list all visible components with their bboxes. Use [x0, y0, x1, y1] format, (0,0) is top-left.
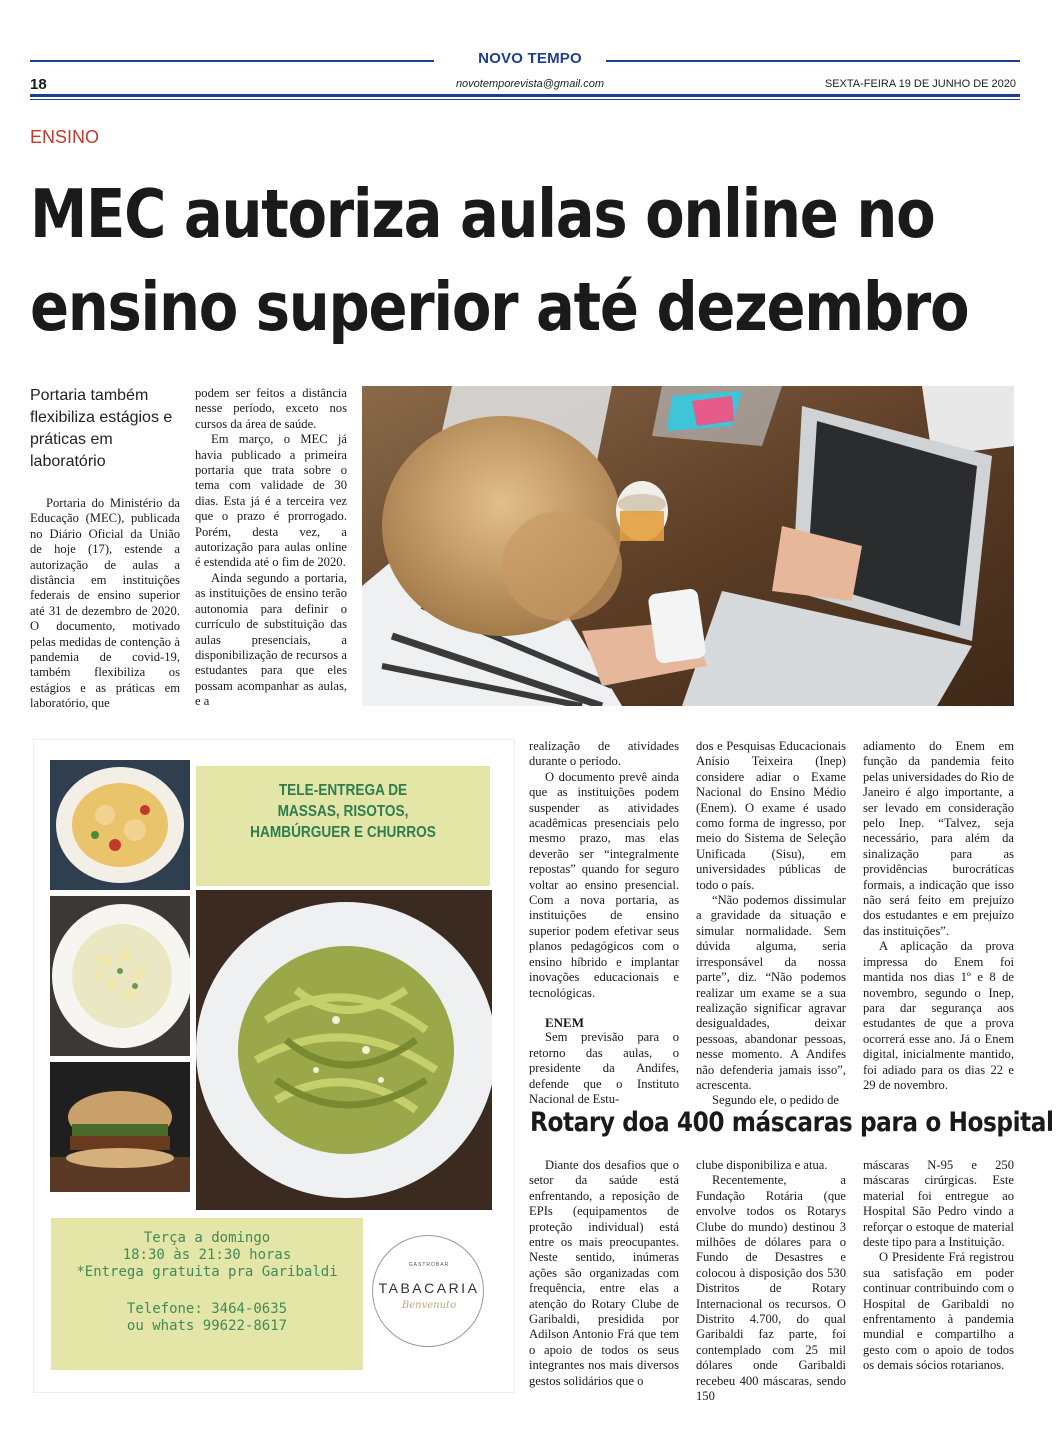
article-column-2 [195, 386, 347, 710]
article-column-4 [696, 739, 846, 1109]
article-paragraph: O documento prevê ainda que as instituições podem suspender as atividades acadêmicas presenciais pelo mesmo prazo, mas elas deverão ser “integralmente repostas” quando for seguro voltar ao ensino presencial. Com a nova portaria, as instituições de ensino superior podem efetivar seus planos pedagógicos com o ensino híbrido e implantar inovações educacionais e tecnológicas. [529, 769, 679, 1000]
article-paragraph: Segundo ele, o pedido de [712, 1093, 839, 1108]
ad-title-line-1: TELE-ENTREGA DE [278, 782, 408, 799]
article-paragraph: Recentemente, a Fundação Rotária (que envolve todos os Rotarys Clube do mundo) destinou 3 milhões de dólares para o Fundo de Desastres e colocou à disposição dos 530 Distritos de Rotary Internacional os recursos. O Distrito 4.700, do qual Garibaldi faz parte, foi contemplado com 25 mil dólares onde Garibaldi recebeu 400 máscaras, sendo 150 [696, 1173, 846, 1404]
ad-title [214, 780, 473, 843]
article-paragraph: O Presidente Frá registrou sua satisfação em poder continuar contribuindo com o Hospital de Garibaldi no enfrentamento à pandemia mundial e compartilho a gesto com o apoio de todos os demais sócios rotarianos. [863, 1250, 1014, 1373]
subsection-heading: ENEM [545, 1014, 584, 1030]
ad-hours-line-1: Terça a domingo [143, 1230, 271, 1246]
article-paragraph: realização de atividades durante o período. [529, 739, 679, 769]
logo-subtitle: GASTROBAR [408, 1262, 450, 1268]
ad-hours [51, 1230, 363, 1281]
tabacaria-logo [372, 1235, 484, 1347]
article-paragraph: Ainda segundo a portaria, as instituições de ensino terão autonomia para definir o currículo de substituição das aulas presenciais, a disponibilização de recursos a estudantes para que eles possam acompanhar as aulas, e a [195, 570, 347, 709]
ad-hours-line-3: *Entrega gratuita pra Garibaldi [76, 1264, 338, 1280]
article-paragraph: clube disponibiliza e atua. [696, 1158, 828, 1172]
ad-phone: Telefone: 3464-0635 [126, 1301, 288, 1317]
article-photo [362, 386, 1014, 706]
article-paragraph: Portaria do Ministério da Educação (MEC), publicada no Diário Oficial da União de hoje (17), estende a autorização de aulas a distância em instituições federais de ensino superior até 31 de dezembro de 2020. O documento, motivado pelas medidas de contenção à pandemia de covid-19, também flexibiliza os estágios e as práticas em laboratório, que [30, 496, 180, 711]
ad-title-line-3: HAMBÚRGUER E CHURROS [250, 824, 436, 841]
rotary-headline: Rotary doa 400 máscaras para o Hospital [530, 1107, 1054, 1138]
ad-hours-line-2: 18:30 às 21:30 horas [122, 1247, 292, 1263]
article-column-5 [863, 739, 1014, 1093]
article-paragraph: A aplicação da prova impressa do Enem foi mantida nos dias 1º e 8 de novembro, segundo o Inep, para dar segurança aos estudantes de que a prova ocorrerá esse ano. Já o Enem digital, inicialmente mantido, foi adiado para os dias 22 e 29 de novembro. [863, 939, 1014, 1092]
article-paragraph: máscaras N-95 e 250 máscaras cirúrgicas. Este material foi entregue ao Hospital São Pedro vindo a reforçar o estoque de material deste tipo para a Instituição. [863, 1158, 1014, 1250]
headline [30, 168, 969, 354]
rotary-column-1 [529, 1158, 679, 1389]
masthead-rule-left [30, 60, 434, 62]
headline-line-1: MEC autoriza aulas online no [30, 175, 935, 253]
masthead-rule-right [606, 60, 1020, 62]
article-column-3 [529, 739, 679, 1107]
rotary-column-2 [696, 1158, 846, 1405]
issue-date: SEXTA-FEIRA 19 DE JUNHO DE 2020 [824, 78, 1016, 90]
rotary-column-3 [863, 1158, 1014, 1374]
header-rule-thin [30, 99, 1020, 100]
header-rule [30, 94, 1020, 97]
laptop-photo-illustration [362, 386, 1014, 706]
masthead-email: novotemporevista@gmail.com [455, 78, 605, 90]
article-paragraph: podem ser feitos a distância nesse período, exceto nos cursos da área de saúde. [195, 386, 347, 431]
page-number: 18 [30, 76, 47, 93]
ad-title-line-2: MASSAS, RISOTOS, [277, 803, 409, 820]
section-label: ENSINO [30, 127, 100, 147]
logo-script: Benvenuto [401, 1300, 457, 1311]
article-paragraph: Sem previsão para o retorno das aulas, o presidente da Andifes, defende que o Instituto Nacional de Estu- [529, 1030, 679, 1106]
article-paragraph: dos e Pesquisas Educacionais Anísio Teixeira (Inep) considere adiar o Exame Nacional do Ensino Médio (Enem). O exame é usado como forma de ingresso, por meio do Sistema de Seleção Unificada (Sisu), em universidades públicas de todo o país. [696, 739, 846, 892]
article-paragraph: “Não podemos dissimular a gravidade da situação e simular normalidade. Sem dúvida alguma, seria irresponsável da nossa parte”, diz. “Não podemos realizar um exame se a sua realização significar agravar desigualdades, deixar pessoas, abandonar pessoas, nesse momento. A Andifes não defenderia jamais isso”, acrescenta. [696, 893, 846, 1092]
advertisement [33, 739, 515, 1393]
ad-whatsapp: ou whats 99622-8617 [126, 1318, 288, 1334]
gnocchi-dish-photo [50, 896, 190, 1056]
burger-photo [50, 1062, 190, 1192]
article-paragraph: adiamento do Enem em função da pandemia feito pelas universidades do Rio de Janeiro é algo importante, a ser levado em consideração pelo Inep. “Talvez, seja necessário, para além da sinalização para as providências burocráticas formais, a indicação que isso não será feito em prejuízo dos estudantes e em prejuízo das instituições”. [863, 739, 1014, 938]
headline-line-2: ensino superior até dezembro [30, 268, 969, 346]
green-pasta-photo [196, 890, 492, 1210]
masthead-title: NOVO TEMPO [478, 50, 582, 67]
ad-contact [51, 1301, 363, 1335]
subheadline: Portaria também flexibiliza estágios e práticas em laboratório [30, 387, 173, 470]
article-column-1 [30, 496, 180, 712]
logo-name: TABACARIA [378, 1280, 480, 1296]
pasta-dish-photo [50, 760, 190, 890]
article-paragraph: Em março, o MEC já havia publicado a primeira portaria que trata sobre o tema com validade de 30 dias. Esta já é a terceira vez que o prazo é prorrogado. Porém, desta vez, a autorização para aulas online é estendida até o fim de 2020. [195, 432, 347, 570]
article-paragraph: Diante dos desafios que o setor da saúde está enfrentando, a reposição de EPIs (equipamentos de proteção individual) está entre os mais preocupantes. Neste sentido, inúmeras ações são organizadas com frequência, entre elas a atenção do Rotary Clube de Garibaldi, presidida por Adilson Antonio Frá que tem o apoio de todos os seus integrantes nos mais diversos gestos solidários que o [529, 1158, 679, 1388]
